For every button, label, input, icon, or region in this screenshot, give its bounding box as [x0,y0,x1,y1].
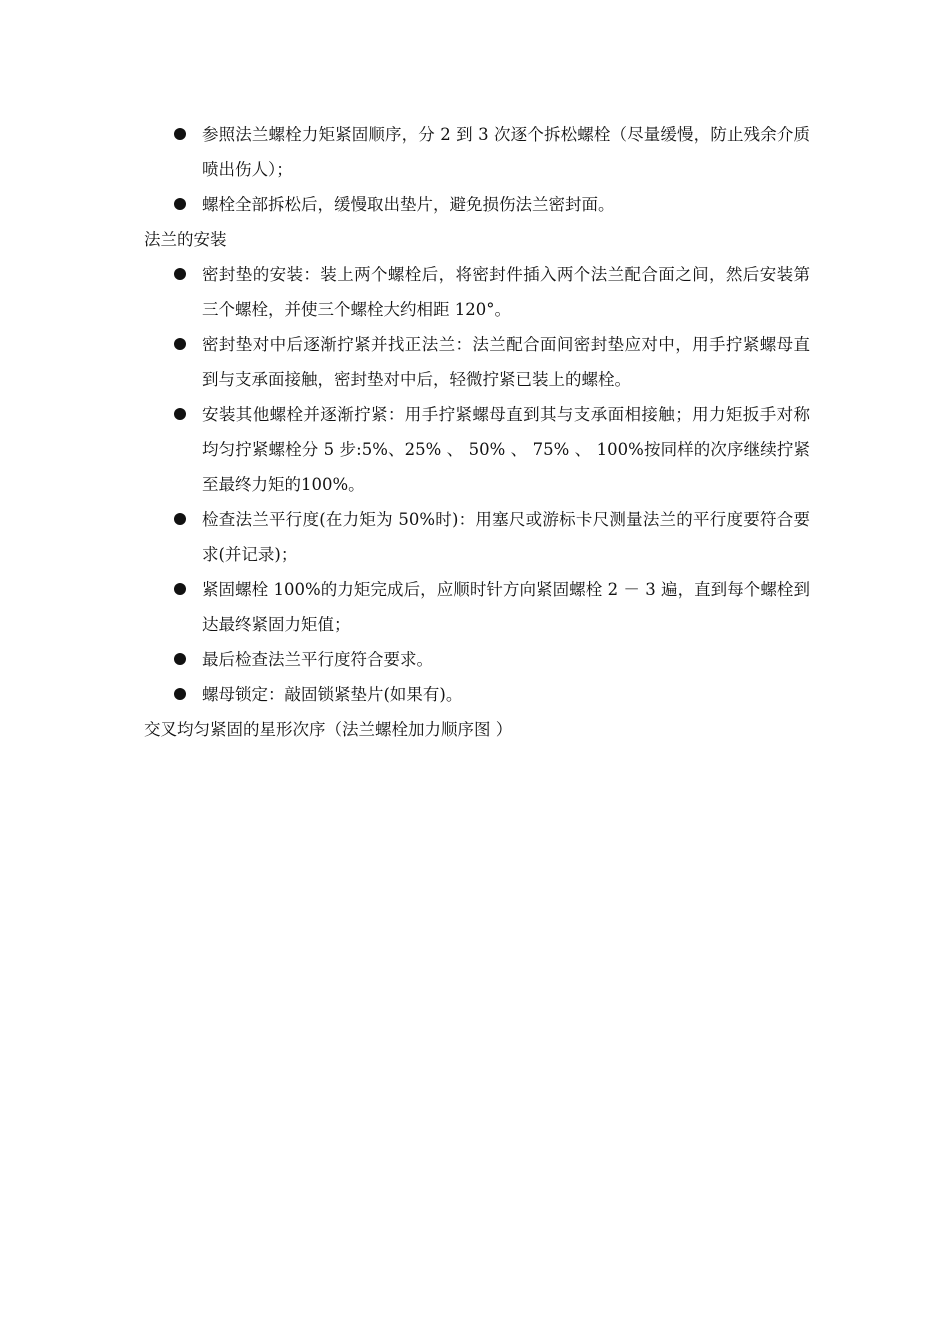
bullet-icon [174,513,186,525]
list-item-text: 最后检查法兰平行度符合要求。 [202,650,433,669]
bullet-icon [174,268,186,280]
list-item [144,187,810,222]
list-item [144,117,810,187]
list-item-text: 安装其他螺栓并逐渐拧紧：用手拧紧螺母直到其与支承面相接触；用力矩扳手对称均匀拧紧螺栓分 5 步:5%、25% 、 50% 、 75% 、 100%按同样的次序继续拧紧至最终力矩的100%。 [202,405,810,494]
bullet-icon [174,338,186,350]
list-item-text: 密封垫对中后逐渐拧紧并找正法兰：法兰配合面间密封垫应对中，用手拧紧螺母直到与支承面接触，密封垫对中后，轻微拧紧已装上的螺栓。 [202,335,810,389]
disassembly-list [144,117,810,222]
list-item-text: 检查法兰平行度(在力矩为 50%时)：用塞尺或游标卡尺测量法兰的平行度要符合要求(并记录)； [202,510,810,564]
list-item [144,572,810,642]
list-item [144,677,810,712]
list-item [144,397,810,502]
bullet-icon [174,198,186,210]
list-item [144,327,810,397]
list-item-text: 螺母锁定：敲固锁紧垫片(如果有)。 [202,685,463,704]
list-item [144,257,810,327]
section-heading-installation: 法兰的安装 [144,230,227,249]
list-item-text: 参照法兰螺栓力矩紧固顺序，分 2 到 3 次逐个拆松螺栓（尽量缓慢，防止残余介质喷出伤人）； [202,125,810,179]
list-item-text: 密封垫的安装：装上两个螺栓后，将密封件插入两个法兰配合面之间，然后安装第三个螺栓，并使三个螺栓大约相距 120°。 [202,265,810,319]
bullet-icon [174,408,186,420]
list-item [144,502,810,572]
bullet-icon [174,583,186,595]
bullet-icon [174,688,186,700]
list-item [144,642,810,677]
bullet-icon [174,128,186,140]
bullet-icon [174,653,186,665]
list-item-text: 螺栓全部拆松后，缓慢取出垫片，避免损伤法兰密封面。 [202,195,615,214]
list-item-text: 紧固螺栓 100%的力矩完成后，应顺时针方向紧固螺栓 2 － 3 遍，直到每个螺栓到达最终紧固力矩值； [202,580,810,634]
installation-list [144,257,810,712]
section-heading-star-sequence: 交叉均匀紧固的星形次序（法兰螺栓加力顺序图 ） [144,720,513,739]
document-body [144,117,810,747]
